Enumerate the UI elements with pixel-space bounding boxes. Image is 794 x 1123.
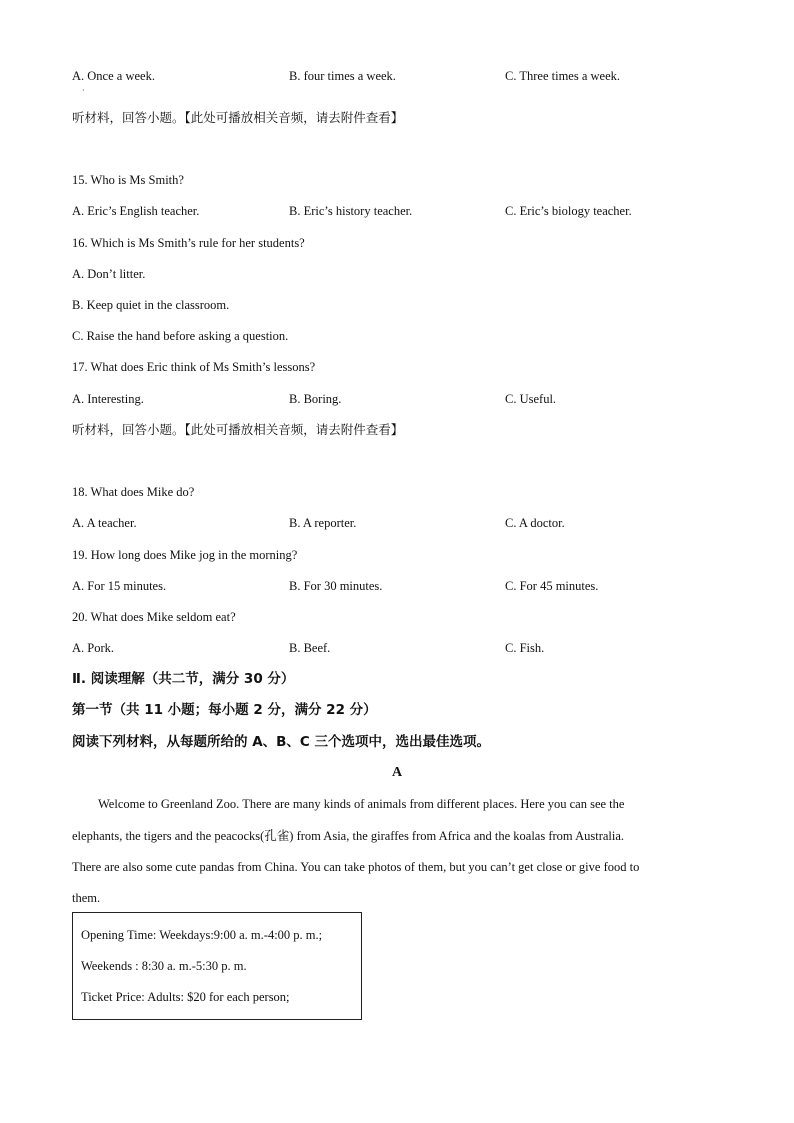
q17-stem: 17. What does Eric think of Ms Smith’s lessons? — [72, 360, 316, 374]
q20-stem: 20. What does Mike seldom eat? — [72, 610, 236, 624]
q16-stem: 16. Which is Ms Smith’s rule for her students? — [72, 236, 305, 250]
q17-option-a: A. Interesting. — [72, 392, 144, 406]
ticket-price: Ticket Price: Adults: $20 for each person; — [81, 990, 290, 1004]
passage-line-4: them. — [72, 891, 101, 905]
q19-stem: 19. How long does Mike jog in the morning? — [72, 548, 298, 562]
section2-title: Ⅱ. 阅读理解（共二节，满分 30 分） — [72, 671, 295, 687]
stray-dot: · — [82, 86, 85, 95]
section2-instruction: 阅读下列材料，从每题所给的 A、B、C 三个选项中，选出最佳选项。 — [72, 734, 491, 750]
q18-stem: 18. What does Mike do? — [72, 485, 195, 499]
q14-option-c: C. Three times a week. — [505, 69, 621, 83]
q14-option-b: B. four times a week. — [289, 69, 396, 83]
q20-option-c: C. Fish. — [505, 641, 545, 655]
q20-option-b: B. Beef. — [289, 641, 331, 655]
q19-option-c: C. For 45 minutes. — [505, 579, 599, 593]
q20-option-a: A. Pork. — [72, 641, 115, 655]
q15-option-a: A. Eric’s English teacher. — [72, 204, 200, 218]
listen-prompt-2: 听材料，回答小题。【此处可播放相关音频，请去附件查看】 — [72, 422, 404, 437]
q17-option-c: C. Useful. — [505, 392, 557, 406]
listen-prompt-1: 听材料，回答小题。【此处可播放相关音频，请去附件查看】 — [72, 110, 404, 125]
passage-label: A — [391, 765, 403, 780]
q16-option-a: A. Don’t litter. — [72, 267, 146, 281]
zoo-info-box — [72, 912, 362, 1020]
passage-line-2: elephants, the tigers and the peacocks(孔雀) from Asia, the giraffes from Africa and the koalas from Australia. — [72, 829, 625, 843]
q19-option-a: A. For 15 minutes. — [72, 579, 167, 593]
q18-option-a: A. A teacher. — [72, 516, 137, 530]
q14-option-a: A. Once a week. — [72, 69, 155, 83]
opening-time-weekends: Weekends : 8:30 a. m.-5:30 p. m. — [81, 959, 247, 973]
q15-option-c: C. Eric’s biology teacher. — [505, 204, 632, 218]
passage-line-3: There are also some cute pandas from China. You can take photos of them, but you can’t get close or give food to — [72, 860, 640, 874]
q16-option-c: C. Raise the hand before asking a question. — [72, 329, 289, 343]
q15-stem: 15. Who is Ms Smith? — [72, 173, 184, 187]
opening-time-weekdays: Opening Time: Weekdays:9:00 a. m.-4:00 p. m.; — [81, 928, 323, 942]
q18-option-b: B. A reporter. — [289, 516, 357, 530]
q18-option-c: C. A doctor. — [505, 516, 565, 530]
passage-line-1: Welcome to Greenland Zoo. There are many kinds of animals from different places. Here you can see the — [98, 797, 625, 811]
section2-part1-heading: 第一节（共 11 小题；每小题 2 分，满分 22 分） — [72, 702, 377, 718]
q16-option-b: B. Keep quiet in the classroom. — [72, 298, 230, 312]
q19-option-b: B. For 30 minutes. — [289, 579, 383, 593]
q15-option-b: B. Eric’s history teacher. — [289, 204, 413, 218]
q17-option-b: B. Boring. — [289, 392, 342, 406]
